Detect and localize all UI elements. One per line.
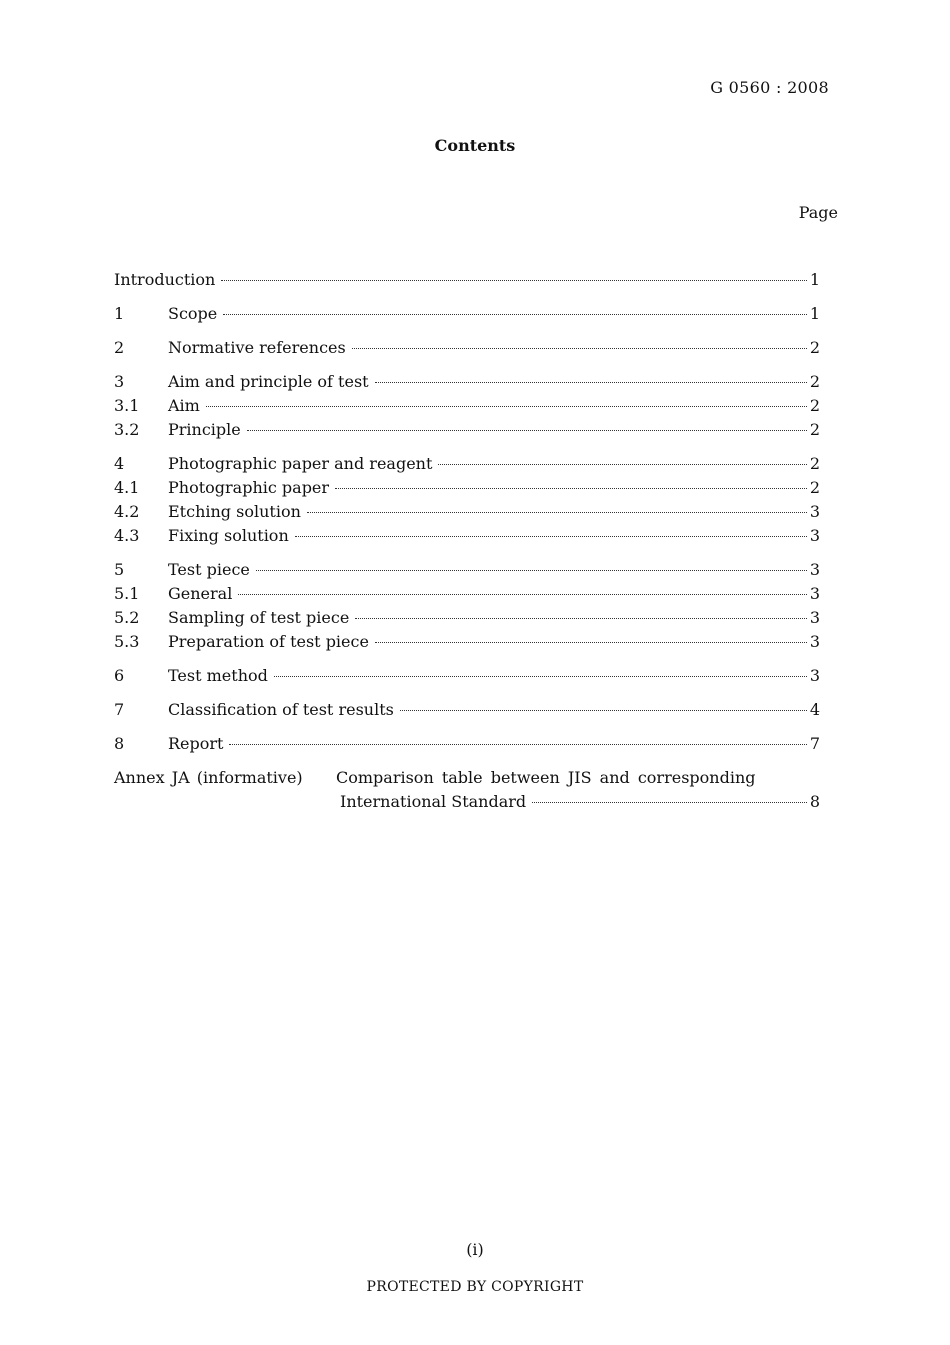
toc-entry-text: Aim and principle of test (168, 372, 369, 391)
dot-leader (238, 594, 806, 595)
dot-leader (335, 488, 807, 489)
toc-entry-annex-ja[interactable] (114, 766, 820, 814)
document-id: G 0560 : 2008 (710, 78, 829, 97)
toc-entry-number: 5.1 (114, 584, 140, 603)
toc-entry-sampling-of-test-piece[interactable] (114, 606, 820, 630)
page-title: Contents (434, 136, 516, 155)
toc-entry-page: 7 (809, 734, 820, 753)
annex-second-line (114, 790, 820, 814)
toc-entry-text: Report (168, 734, 224, 753)
annex-description-continued: International Standard (340, 792, 527, 811)
dot-leader (274, 676, 807, 677)
copyright-notice: PROTECTED BY COPYRIGHT (366, 1279, 584, 1295)
toc-entry-page: 3 (809, 560, 820, 579)
toc-entry-page: 1 (809, 304, 820, 323)
toc-entry-test-piece[interactable] (114, 558, 820, 582)
toc-entry-text: Normative references (168, 338, 346, 357)
toc-entry-number: 4.3 (114, 526, 140, 545)
toc-entry-page: 3 (809, 632, 820, 651)
dot-leader (221, 280, 806, 281)
toc-entry-number: 3 (114, 372, 125, 391)
toc-entry-normative-references[interactable] (114, 336, 820, 360)
toc-entry-text: Sampling of test piece (168, 608, 350, 627)
toc-entry-page: 3 (809, 666, 820, 685)
toc-entry-text: Fixing solution (168, 526, 289, 545)
toc-entry-number: 2 (114, 338, 125, 357)
toc-entry-fixing-solution[interactable] (114, 524, 820, 548)
annex-description: Comparison table between JIS and corresponding (336, 768, 756, 787)
toc-entry-text: Test piece (168, 560, 250, 579)
dot-leader (352, 348, 807, 349)
table-of-contents (114, 268, 820, 814)
toc-entry-text: Photographic paper and reagent (168, 454, 433, 473)
toc-entry-principle[interactable] (114, 418, 820, 442)
toc-entry-scope[interactable] (114, 302, 820, 326)
toc-entry-page: 8 (809, 792, 820, 811)
toc-entry-number: 4.2 (114, 502, 140, 521)
toc-entry-page: 4 (809, 700, 820, 719)
toc-entry-number: 3.1 (114, 396, 140, 415)
toc-entry-text: Principle (168, 420, 241, 439)
toc-entry-text: Classification of test results (168, 700, 394, 719)
toc-entry-general[interactable] (114, 582, 820, 606)
toc-entry-aim-and-principle[interactable] (114, 370, 820, 394)
toc-entry-page: 3 (809, 584, 820, 603)
annex-heading: Annex JA (informative) (114, 768, 303, 787)
toc-entry-page: 3 (809, 526, 820, 545)
toc-entry-page: 2 (809, 372, 820, 391)
toc-entry-aim[interactable] (114, 394, 820, 418)
page-column-label: Page (798, 203, 838, 222)
toc-entry-text: Photographic paper (168, 478, 330, 497)
toc-entry-text: Introduction (114, 270, 216, 289)
dot-leader (256, 570, 807, 571)
toc-entry-number: 5 (114, 560, 125, 579)
dot-leader (206, 406, 807, 407)
dot-leader (375, 642, 807, 643)
toc-entry-text: Aim (168, 396, 200, 415)
toc-entry-page: 3 (809, 502, 820, 521)
toc-entry-text: Etching solution (168, 502, 301, 521)
dot-leader (400, 710, 807, 711)
toc-entry-classification[interactable] (114, 698, 820, 722)
dot-leader (355, 618, 807, 619)
toc-entry-text: General (168, 584, 233, 603)
toc-entry-page: 2 (809, 338, 820, 357)
toc-entry-number: 1 (114, 304, 125, 323)
dot-leader (375, 382, 807, 383)
dot-leader (532, 802, 807, 803)
dot-leader (307, 512, 807, 513)
toc-entry-number: 8 (114, 734, 125, 753)
toc-entry-page: 2 (809, 454, 820, 473)
toc-entry-text: Scope (168, 304, 218, 323)
toc-entry-number: 3.2 (114, 420, 140, 439)
toc-entry-report[interactable] (114, 732, 820, 756)
page-number: (i) (466, 1240, 484, 1259)
toc-entry-text: Preparation of test piece (168, 632, 369, 651)
toc-entry-number: 4 (114, 454, 125, 473)
annex-first-line (114, 766, 820, 790)
toc-entry-number: 4.1 (114, 478, 140, 497)
dot-leader (295, 536, 807, 537)
toc-entry-photographic-paper-and-reagent[interactable] (114, 452, 820, 476)
toc-entry-number: 6 (114, 666, 125, 685)
toc-entry-page: 3 (809, 608, 820, 627)
dot-leader (438, 464, 806, 465)
toc-entry-number: 5.2 (114, 608, 140, 627)
toc-entry-introduction[interactable] (114, 268, 820, 292)
toc-entry-page: 2 (809, 478, 820, 497)
toc-entry-page: 2 (809, 420, 820, 439)
toc-entry-etching-solution[interactable] (114, 500, 820, 524)
toc-entry-page: 1 (809, 270, 820, 289)
dot-leader (247, 430, 807, 431)
dot-leader (229, 744, 806, 745)
toc-entry-number: 7 (114, 700, 125, 719)
toc-entry-text: Test method (168, 666, 268, 685)
toc-entry-test-method[interactable] (114, 664, 820, 688)
toc-entry-photographic-paper[interactable] (114, 476, 820, 500)
dot-leader (223, 314, 807, 315)
toc-entry-number: 5.3 (114, 632, 140, 651)
toc-entry-preparation-of-test-piece[interactable] (114, 630, 820, 654)
toc-entry-page: 2 (809, 396, 820, 415)
